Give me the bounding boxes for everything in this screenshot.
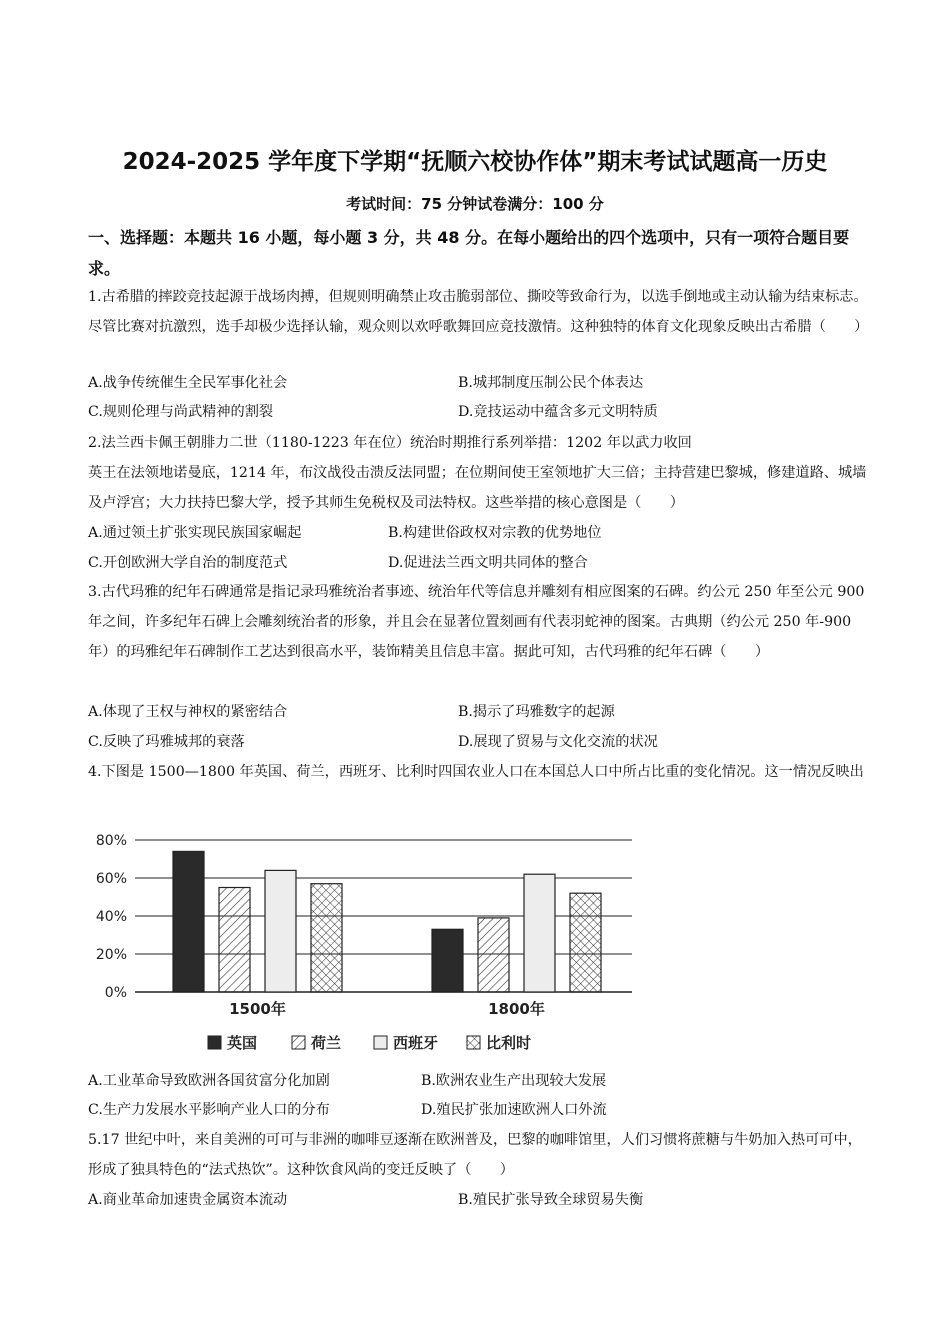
q4-option-d[interactable]: D.殖民扩张加速欧洲人口外流: [421, 1102, 607, 1118]
q3-option-a[interactable]: A.体现了王权与神权的紧密结合: [88, 704, 288, 720]
question-5-stem: 5.17 世纪中叶，来自美洲的可可与非洲的咖啡豆逐渐在欧洲普及，巴黎的咖啡馆里，人们习惯将蔗糖与牛奶加入热可可中，形成了独具特色的“法式热饮”。这种饮食风尚的变迁反映了（ ）: [88, 1132, 862, 1178]
bar-荷兰-1500年: [219, 888, 250, 993]
agri-population-chart: [80, 822, 660, 1072]
q2-option-b[interactable]: B.构建世俗政权对宗教的优势地位: [388, 525, 602, 541]
y-tick-label: 60%: [95, 871, 127, 887]
bar-西班牙-1500年: [265, 870, 296, 992]
legend-swatch-比利时: [467, 1036, 480, 1049]
legend-label: 西班牙: [393, 1034, 439, 1052]
y-tick-label: 0%: [104, 985, 127, 1001]
q5-option-a[interactable]: A.商业革命加速贵金属资本流动: [88, 1192, 288, 1208]
bar-英国-1800年: [432, 929, 463, 992]
q1-option-a[interactable]: A.战争传统催生全民军事化社会: [88, 375, 288, 391]
y-tick-label: 20%: [95, 947, 127, 963]
legend-swatch-荷兰: [292, 1036, 305, 1049]
bar-比利时-1800年: [570, 893, 601, 992]
x-tick-label: 1800年: [488, 1000, 545, 1018]
q2-option-c[interactable]: C.开创欧洲大学自治的制度范式: [88, 555, 288, 571]
q1-option-c[interactable]: C.规则伦理与尚武精神的割裂: [88, 404, 274, 420]
x-tick-label: 1500年: [229, 1000, 286, 1018]
q4-option-b[interactable]: B.欧洲农业生产出现较大发展: [421, 1073, 607, 1089]
bar-英国-1500年: [173, 851, 204, 992]
question-1-stem: 1.古希腊的摔跤竞技起源于战场肉搏，但规则明确禁止攻击脆弱部位、撕咬等致命行为，以选手倒地或主动认输为结束标志。尽管比赛对抗激烈，选手却极少选择认输，观众则以欢呼歌舞回应竞技激情。这种独特的体育文化现象反映出古希腊（ ）: [88, 289, 869, 335]
question-2-stem: 英王在法领地诺曼底，1214 年，布汶战役击溃反法同盟；在位期间使王室领地扩大三倍；主持营建巴黎城，修建道路、城墙及卢浮宫；大力扶持巴黎大学，授予其师生免税权及司法特权。这些举措的核心意图是（ ）: [88, 465, 867, 511]
legend-label: 荷兰: [311, 1034, 342, 1052]
q3-option-b[interactable]: B.揭示了玛雅数字的起源: [458, 704, 615, 720]
q5-option-b[interactable]: B.殖民扩张导致全球贸易失衡: [458, 1192, 644, 1208]
q1-option-b[interactable]: B.城邦制度压制公民个体表达: [458, 375, 644, 391]
q2-option-a[interactable]: A.通过领土扩张实现民族国家崛起: [88, 525, 302, 541]
question-2-stem-line1: 2.法兰西卡佩王朝腓力二世（1180-1223 年在位）统治时期推行系列举措：1202 年以武力收回: [88, 435, 692, 451]
legend-label: 比利时: [486, 1034, 532, 1052]
legend-label: 英国: [227, 1034, 258, 1052]
bar-荷兰-1800年: [478, 918, 509, 992]
q3-option-d[interactable]: D.展现了贸易与文化交流的状况: [458, 734, 658, 750]
legend-swatch-西班牙: [374, 1036, 387, 1049]
page-title: 2024-2025 学年度下学期“抚顺六校协作体”期末考试试题高一历史: [122, 149, 828, 175]
section-heading: 一、选择题：本题共 16 小题，每小题 3 分，共 48 分。在每小题给出的四个选项中，只有一项符合题目要求。: [88, 228, 850, 278]
q2-option-d[interactable]: D.促进法兰西文明共同体的整合: [388, 555, 588, 571]
y-tick-label: 80%: [95, 833, 127, 849]
q4-option-c[interactable]: C.生产力发展水平影响产业人口的分布: [88, 1102, 330, 1118]
legend-swatch-英国: [208, 1036, 221, 1049]
q3-option-c[interactable]: C.反映了玛雅城邦的衰落: [88, 734, 245, 750]
q1-option-d[interactable]: D.竞技运动中蕴含多元文明特质: [458, 404, 658, 420]
bar-西班牙-1800年: [524, 874, 555, 992]
y-tick-label: 40%: [95, 909, 127, 925]
question-4-stem: 4.下图是 1500—1800 年英国、荷兰，西班牙、比利时四国农业人口在本国总人口中所占比重的变化情况。这一情况反映出: [88, 764, 864, 780]
question-3-stem: 3.古代玛雅的纪年石碑通常是指记录玛雅统治者事迹、统治年代等信息并雕刻有相应图案的石碑。约公元 250 年至公元 900 年之间，许多纪年石碑上会雕刻统治者的形象，并且会在显著位置刻画有代表羽蛇神的图案。古典期（约公元 250 年-900 年）的玛雅纪年石碑制作工艺达到很高水平，装饰精美且信息丰富。据此可知，古代玛雅的纪年石碑（ ）: [88, 584, 865, 660]
exam-info: 考试时间：75 分钟试卷满分：100 分: [346, 195, 604, 213]
bar-比利时-1500年: [311, 884, 342, 992]
q4-option-a[interactable]: A.工业革命导致欧洲各国贫富分化加剧: [88, 1073, 330, 1089]
